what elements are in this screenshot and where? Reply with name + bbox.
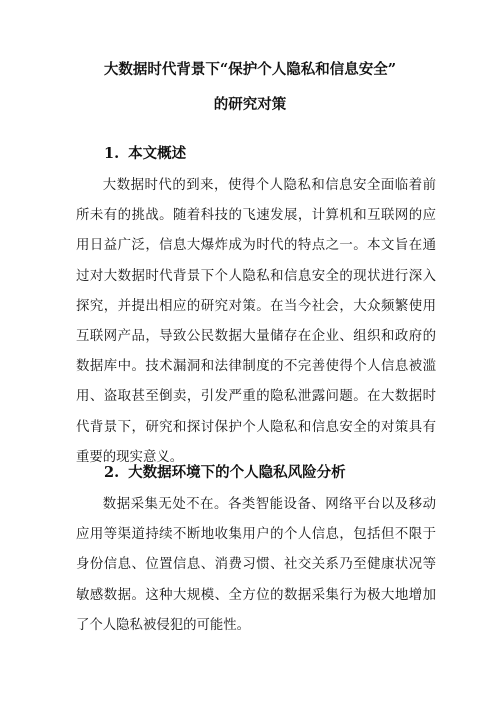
section-2-paragraph: 数据采集无处不在。各类智能设备、网络平台以及移动应用等渠道持续不断地收集用户的个人信息，包括但不限于身份信息、位置信息、消费习惯、社交关系乃至健康状况等敏感数据。这种大规模、全方位的数据采集行为极大地增加了个人隐私被侵犯的可能性。 <box>76 497 436 633</box>
section-2-heading <box>104 463 346 483</box>
section-1-paragraph: 大数据时代的到来，使得个人隐私和信息安全面临着前所未有的挑战。随着科技的飞速发展，计算机和互联网的应用日益广泛，信息大爆炸成为时代的特点之一。本文旨在通过对大数据时代背景下个人隐私和信息安全的现状进行深入探究，并提出相应的研究对策。在当今社会，大众频繁使用互联网产品，导致公民数据大量储存在企业、组织和政府的数据库中。技术漏洞和法律制度的不完善使得个人信息被滥用、盗取甚至倒卖，引发严重的隐私泄露问题。在大数据时代背景下，研究和探讨保护个人隐私和信息安全的对策具有重要的现实意义。 <box>76 178 436 465</box>
section-2-number: 2. <box>104 464 120 481</box>
section-1-number: 1. <box>104 145 120 162</box>
document-title-line-2: 的研究对策 <box>213 96 287 113</box>
section-1-heading <box>104 144 186 164</box>
section-1-title: 本文概述 <box>128 145 187 162</box>
document-title-line-1: 大数据时代背景下“保护个人隐私和信息安全” <box>103 61 397 78</box>
section-2-title: 大数据环境下的个人隐私风险分析 <box>128 464 346 481</box>
